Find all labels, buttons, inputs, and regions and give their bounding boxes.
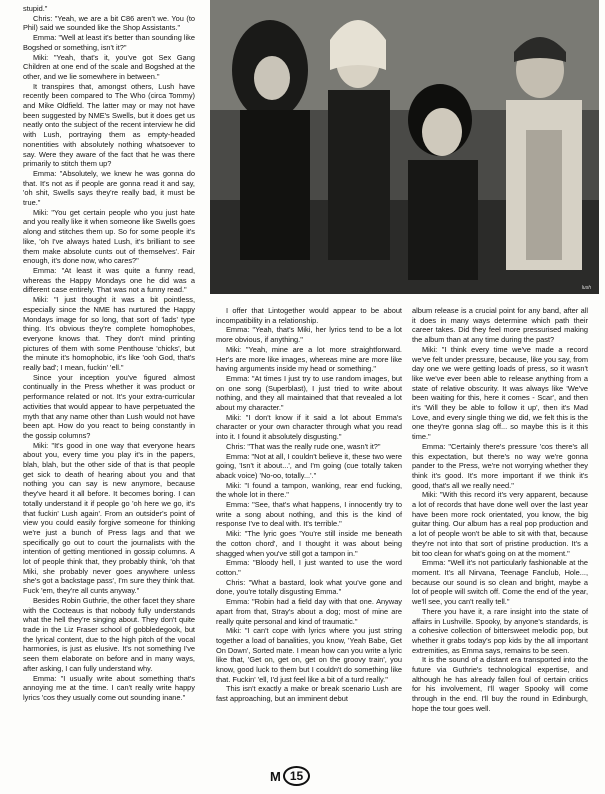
paragraph: Chris: "That was the really rude one, wasn't it?" (226, 441, 381, 451)
paragraph: Emma: "Absolutely, we knew he was gonna do that. It's not as if people are gonna read it and say, 'oh shit, Swells says they're really bad, it must be true." (23, 168, 195, 208)
paragraph: I offer that Lintogether would appear to be about incompatibility in a relationship. (216, 306, 402, 325)
paragraph: Emma: "Yeah, that's Miki, her lyrics tend to be a lot more obvious, if anything." (216, 325, 402, 345)
band-photo (210, 0, 599, 294)
paragraph: Besides Robin Guthrie, the other facet they share with the Cocteaus is that nobody fully understands what the hell they're singing about. They don't quite trade in the Liz Fraser school of gobbledegook, but the lyrical content, due to the high pitch of the vocal harmonies, is just as elusive. It's not something I've seen them elaborate on before and in many ways, after asking, I can fully understand why. (23, 595, 195, 673)
article-column-left (23, 4, 195, 754)
paragraph: Emma: "Certainly there's pressure 'cos there's all this expectation, but there's no way we're gonna pander to the Press, we're not worrying whether they think it's good. It's more important if we think it's good, that's all we really need." (412, 441, 588, 490)
article-column-right (412, 306, 588, 751)
paragraph: Emma: "At times I just try to use random images, but on one song (Superblast), I just tried to write about nothing, and they all maintained that that revealed a lot about my character." (216, 373, 402, 413)
paragraph: Miki: "Yeah, mine are a lot more straightforward. Her's are more like images, whereas mine are more like having arguments inside my head or something." (216, 344, 402, 374)
paragraph: Since your inception you've figured almost continually in the Press whether it was product or performance related or not. It's your extra-curricular activities that would appear to have perpetuated the myth that any name other than Lush would not have been apt. How do you react to being constantly in the gossip columns? (23, 372, 195, 440)
photo-credit: lush (581, 285, 591, 291)
magazine-logo: M (270, 768, 281, 784)
paragraph: It transpires that, amongst others, Lush have recently been compared to The Who (circa Tommy) and Mike Oldfield. The latter may or may not have been suggested by NME's Swells, but it does get us neatly onto the subject of the recent interview he did with Lush, portraying them as empty-headed nonentities with absolutely nothing whatsoever to say. Were they aware of the fact that he was there primarily to stitch them up? (23, 81, 195, 169)
paragraph: Miki: "The lyric goes 'You're still inside me beneath the cotton chord', and I thought it was about being shagged when you've still got a tampon in." (216, 529, 402, 558)
paragraph: Emma: "Well at least it's better than sounding like Bogshed or something, isn't it?" (23, 33, 195, 52)
paragraph: Miki: "It's good in one way that everyone hears about you, every time you play it's in the papers, blah, blah, but the other side of that is that people get sick to death of hearing about you and that nothing you can say is new anymore, because they've heard it all before. It becomes boring. I can totally understand it if people go 'oh here we go, it's that fuckin' Lush again'. From an outsider's point of view you could easily forgive someone for thinking we're just a bunch of Press lags and that we specifically go out to court the journalists with the intention of getting mentioned in gossip columns. A lot of people think that, they probably think, 'oh that Miki, she probably never goes anywhere unless she's got a backstage pass', I'm sure they think that. Fuck 'em, they're all cunts anyway." (23, 440, 195, 596)
paragraph: There you have it, a rare insight into the state of affairs in Lushville. Spooky, by anyone's standards, is a cohesive collection of bittersweet melodic pop, but whether it grabs today's pop kids by the all important extremities, as Emma says, remains to be seen. (412, 606, 588, 655)
paragraph: stupid." (23, 4, 48, 13)
page-number: 15 (283, 766, 310, 786)
paragraph: Miki: "I don't know if it said a lot about Emma's character or your own character through what you read into it. I found it absolutely disgusting." (216, 412, 402, 442)
paragraph: Miki: "I found a tampon, wanking, rear end fucking, the whole lot in there." (216, 480, 402, 500)
paragraph: Emma: "I usually write about something that's annoying me at the time. I can't really write happy lyrics 'cos they usually come out sounding inane." (23, 673, 195, 702)
paragraph: Miki: "I just thought it was a bit pointless, especially since the NME has nurtured the Happy Mondays image for so long, that sort of 'lads' type thing. It's obvious they're complete homophobes, everyone knows that. They don't mind printing pictures of them with some Penthouse 'chicks', but the minute it's homophobic, it's like 'ooh God, that's really bad'; I mean, fuckin' 'ell." (23, 295, 195, 373)
paragraph: Chris: "Yeah, we are a bit C86 aren't we. You (to Phil) said we sounded like the Shop Assistants." (23, 13, 195, 33)
paragraph: Emma: "Well it's not particularly fashionable at the moment. It's all Nirvana, Teenage Fanclub, Hole..., because our sound is so clean and bright, maybe a lot of people will switch off. Come the end of the year, we'll see, you can't really tell." (412, 558, 588, 607)
paragraph: It is the sound of a distant era transported into the future via Guthrie's technological expertise, and although he has already fallen foul of certain critics for his involvement, I'll wager Spooky will come through in the end. I'll buy the round in Edinburgh, hope the tour goes well. (412, 655, 588, 713)
paragraph: Emma: "Not at all, I couldn't believe it, these two were going, 'Isn't it about...', and I'm going (cue totally taken aback voice) 'No-oo, totally...'." (216, 451, 402, 480)
band-photo-illustration (210, 0, 599, 294)
paragraph: Chris: "What a bastard, look what you've gone and done, you're totally disgusting Emma." (216, 577, 402, 597)
paragraph: Miki: "Yeah, that's it, you've got Sex Gang Children at one end of the scale and Bogshed at the other, and we lie somewhere in between." (23, 52, 195, 81)
paragraph: Miki: "With this record it's very apparent, because a lot of records that have done well over the last year have been more rock orientated, you know, the big guitar thing. Our album has a real pop production and a lot of people won't be able to sit with that, because they're not into that sort of pristine production. It's a bit too clean for what's going on at the moment." (412, 490, 588, 558)
paragraph: Miki: "You get certain people who you just hate and you really like it when someone like Swells goes along and stitches them up. So for some people it's like, 'oh I've always hated Lush, it's brilliant to see them make absolute cunts out of themselves'. Fair enough, it's done now, who cares?" (23, 207, 195, 266)
paragraph: Emma: "At least it was quite a funny read, whereas the Happy Mondays one he did was a different case entirely. That was not a funny read." (23, 265, 195, 295)
page-footer (270, 766, 310, 786)
paragraph: Emma: "Robin had a field day with that one. Anyway apart from that, Stray's about a dog; most of mine are really quite personal and kind of traumatic." (216, 597, 402, 626)
paragraph: Miki: "I can't cope with lyrics where you just string together a load of banalities, you know, 'Yeah Babe, Get On Down', Sorted mate. I mean how can you write a lyric like that, 'Get on, get on, get on the groovy train', you know, good luck to them but I couldn't do something like that. Fuckin' 'ell, I'd just feel like a bit of a turd really." (216, 626, 402, 684)
paragraph: Emma: "Bloody hell, I just wanted to use the word cotton." (216, 558, 402, 577)
paragraph: Emma: "See, that's what happens, I innocently try to write a song about nothing, and this is the kind of response I've to deal with. It's terrible." (216, 500, 402, 529)
paragraph: album release is a crucial point for any band, after all it does in many ways determine which path their career takes. Did they feel more pressurised making the album than at any time during the past? (412, 306, 588, 345)
article-column-middle (216, 306, 402, 757)
paragraph: Miki: "I think every time we've made a record we've felt under pressure, because, like you say, from day one we were getting loads of press, so it wasn't like we've ever been able to release anything from a state of relative obscurity. It was always like 'We've been waiting for this, here it comes - Scar', and then it's 'Will they be able to follow it up', then it's Mad Love, and every single thing we did, we felt this is the one they're gonna slag off... so maybe this is it this time." (412, 344, 588, 442)
paragraph: This isn't exactly a make or break scenario Lush are fast approaching, but an imminent debut (216, 684, 402, 704)
